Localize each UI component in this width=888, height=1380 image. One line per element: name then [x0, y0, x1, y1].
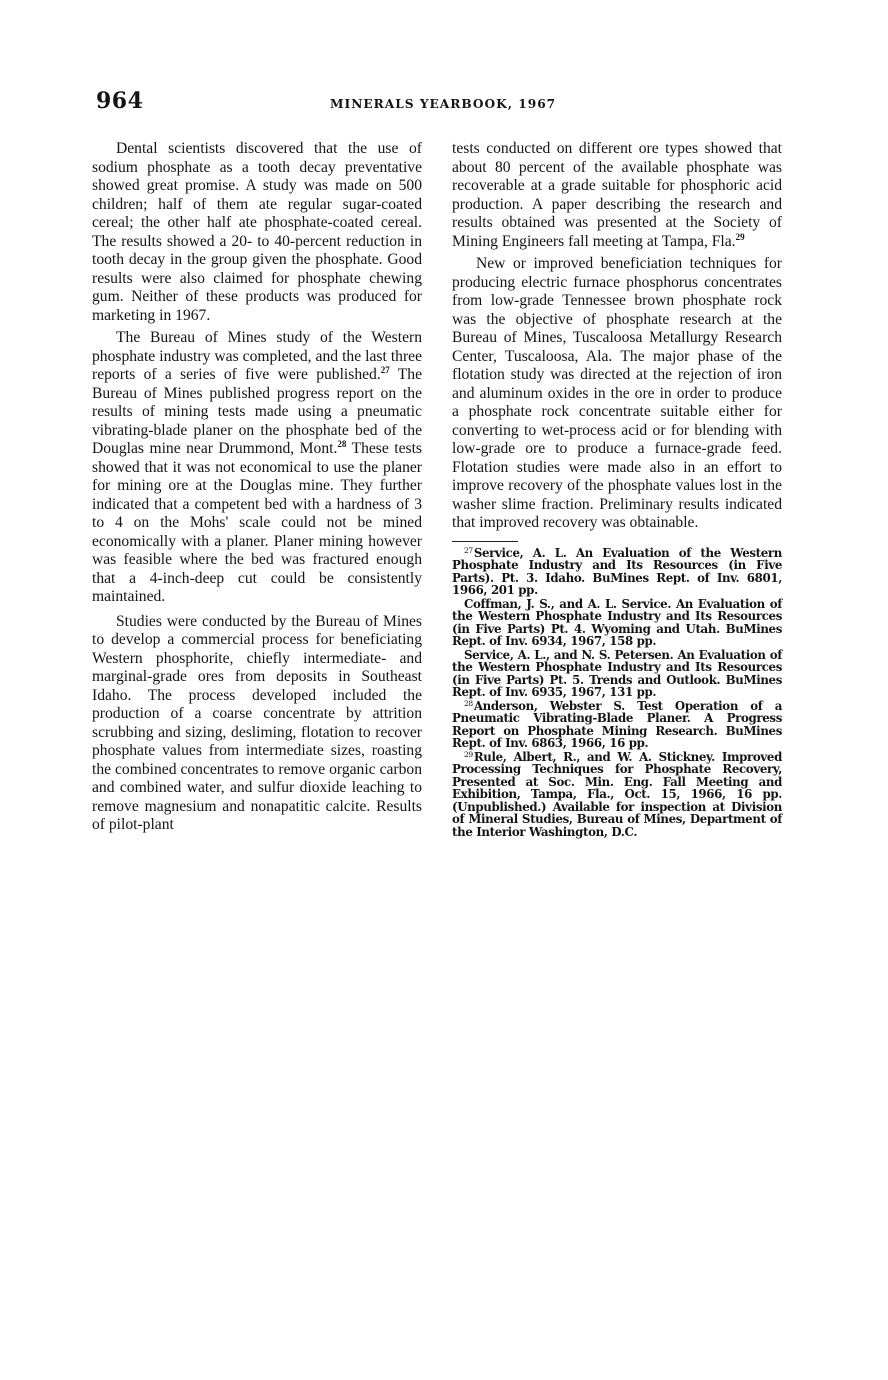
- paragraph-beneficiating-studies: Studies were conducted by the Bureau of Mines to develop a commercial process for beneficiating Western phosphorite, chiefly intermediate- and marginal-grade ores from deposits in Southeast Idaho. The process developed included the production of a coarse concentrate by attrition scrubbing and sizing, desliming, flotation to recover phosphate values from intermediate sizes, roasting the combined concentrates to remove organic carbon and combined water, and sulfur dioxide leaching to remove magnesium and nonapatitic calcite. Results of pilot-plant: [92, 612, 422, 833]
- footnote-29: [452, 751, 782, 839]
- paragraph-tennessee-research: New or improved beneficiation techniques for producing electric furnace phosphorus concentrates from low-grade Tennessee brown phosphate rock was the objective of phosphate research at the Bureau of Mines, Tuscaloosa Metallurgy Research Center, Tuscaloosa, Ala. The major phase of the flotation study was directed at the rejection of iron and aluminum oxides in the ore in order to produce a phosphate rock concentrate suitable either for converting to wet-process acid or for blending with low-grade ore to produce a furnace-grade feed. Flotation studies were made also in an effort to improve recovery of the phosphate values lost in the washer slime fraction. Preliminary results indicated that improved recovery was obtainable.: [452, 255, 782, 531]
- footnote-text: Service, A. L., and N. S. Petersen. An Evaluation of the Western Phosphate Industry and Its Resources (in Five Parts) Pt. 5. Trends and Outlook. BuMines Rept. of Inv. 6935, 1967, 131 pp.: [452, 647, 782, 699]
- footnote-number: 27: [464, 545, 473, 555]
- paragraph-pilot-plant-results: [452, 140, 782, 251]
- footnote-ref-27[interactable]: 27: [380, 365, 390, 375]
- footnote-ref-29[interactable]: 29: [735, 231, 745, 242]
- footnote-divider: [452, 541, 518, 542]
- paragraph-text: These tests showed that it was not economical to use the planer for mining ore at the Douglas mine. They further indicated that a competent bed with a hardness of 3 to 4 on the Mohs' scale could not be mined economically with a planer. Planer mining however was feasible where the bed was fractured enough that a 4-inch-deep cut could be consistently maintained.: [92, 440, 422, 605]
- footnote-text: Coffman, J. S., and A. L. Service. An Evaluation of the Western Phosphate Industry and Its Resources (in Five Parts) Pt. 4. Wyoming and Utah. BuMines Rept. of Inv. 6934, 1967, 158 pp.: [452, 596, 782, 648]
- footnote-number: 29: [464, 749, 473, 759]
- page-number: 964: [96, 88, 144, 114]
- left-column: [92, 140, 422, 835]
- footnote-ref-28[interactable]: 28: [337, 439, 347, 449]
- footnote-27-continued-coffman: [452, 598, 782, 648]
- paragraph-text: The Bureau of Mines study of the Western phosphate industry was completed, and the last three reports of a series of five were published.: [92, 329, 422, 383]
- footnote-text: Anderson, Webster S. Test Operation of a Pneumatic Vibrating-Blade Planer. A Progress Report on Phosphate Mining Research. BuMines Rept. of Inv. 6863, 1966, 16 pp.: [452, 698, 782, 750]
- right-column: [452, 140, 782, 838]
- paragraph-dental-phosphate: Dental scientists discovered that the use of sodium phosphate as a tooth decay preventative showed great promise. A study was made on 500 children; half of them ate regular sugar-coated cereal; the other half ate phosphate-coated cereal. The results showed a 20- to 40-percent reduction in tooth decay in the group given the phosphate. Good results were also claimed for phosphate chewing gum. Neither of these products was produced for marketing in 1967.: [92, 140, 422, 324]
- running-head: MINERALS YEARBOOK, 1967: [330, 97, 557, 111]
- footnote-27-continued-service: [452, 649, 782, 699]
- footnote-text: Service, A. L. An Evaluation of the Western Phosphate Industry and Its Resources (in Five Parts). Pt. 3. Idaho. BuMines Rept. of Inv. 6801, 1966, 201 pp.: [452, 545, 782, 597]
- footnote-27: [452, 547, 782, 597]
- footnote-text: Rule, Albert, R., and W. A. Stickney. Improved Processing Techniques for Phosphate Recovery, Presented at Soc. Min. Eng. Fall Meeting and Exhibition, Tampa, Fla., Oct. 15, 1966, 16 pp. (Unpublished.) Available for inspection at Division of Mineral Studies, Bureau of Mines, Department of the Interior Washington, D.C.: [452, 749, 782, 839]
- paragraph-western-phosphate-study: [92, 329, 422, 607]
- paragraph-text: The Bureau of Mines published progress report on the results of mining tests made using a pneumatic vibrating-blade planer on the phosphate bed of the Douglas mine near Drummond, Mont.: [92, 366, 422, 457]
- paragraph-text: tests conducted on different ore types showed that about 80 percent of the available phosphate was recoverable at a grade suitable for phosphoric acid production. A paper describing the research and results obtained was presented at the Society of Mining Engineers fall meeting at Tampa, Fla.: [452, 140, 782, 250]
- footnote-number: 28: [464, 698, 473, 708]
- footnote-28: [452, 700, 782, 750]
